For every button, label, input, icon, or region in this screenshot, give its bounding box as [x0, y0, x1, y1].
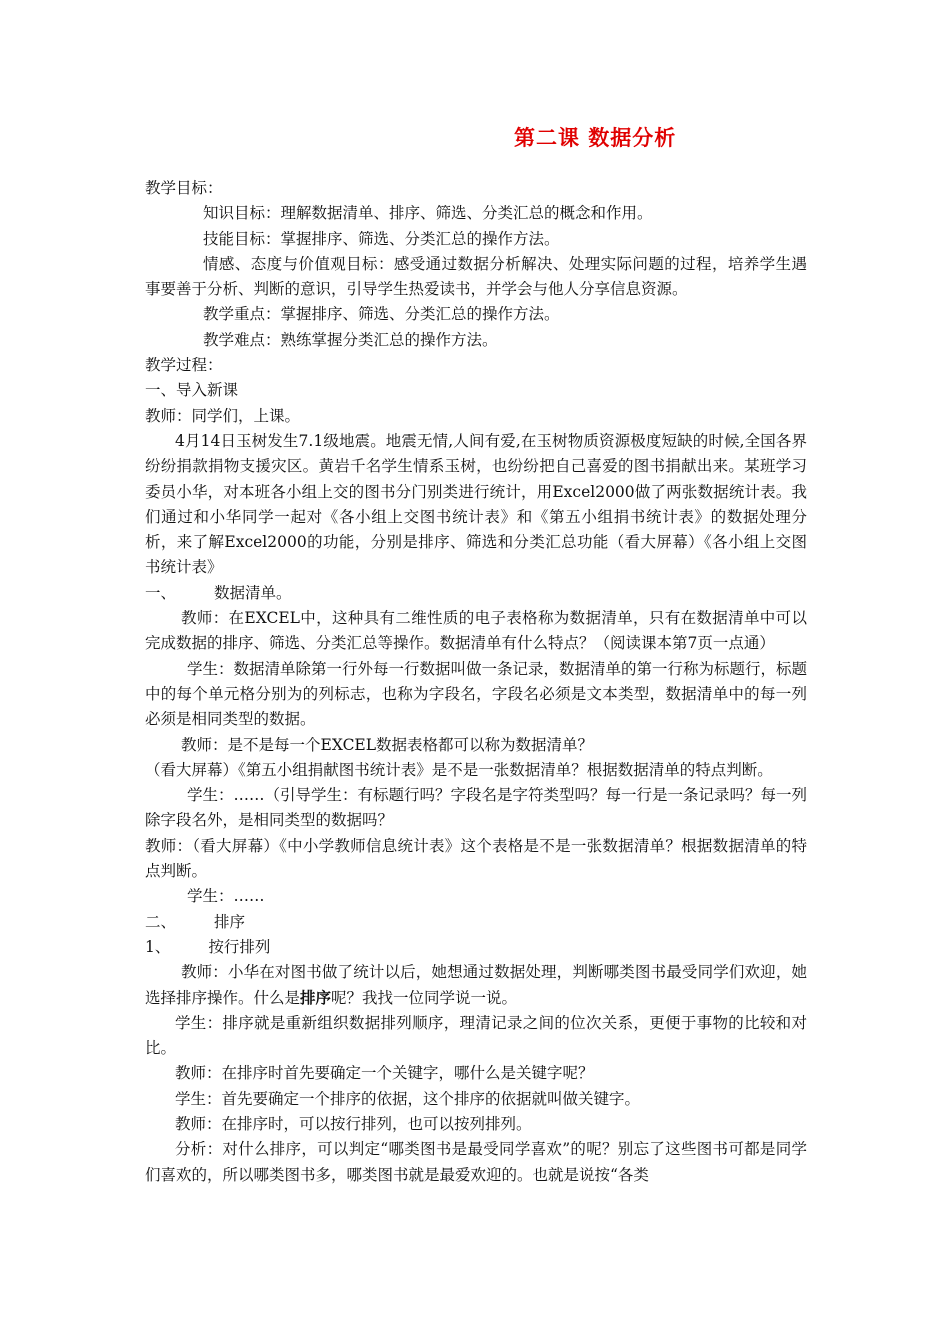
goal-key-point: 教学重点：掌握排序、筛选、分类汇总的操作方法。: [203, 305, 560, 324]
paragraph: 学生：数据清单除第一行外每一行数据叫做一条记录，数据清单的第一行称为标题行，标题中的每个单元格分别为的列标志，也称为字段名，字段名必须是文本类型，数据清单中的每一列必须是相同类型的数据。: [145, 659, 808, 729]
paragraph: 学生：……（引导学生：有标题行吗？字段名是字符类型吗？每一行是一条记录吗？每一列除字段名外，是相同类型的数据吗？: [145, 786, 808, 830]
goal-skill: 技能目标：掌握排序、筛选、分类汇总的操作方法。: [203, 229, 560, 248]
paragraph: 学生：首先要确定一个排序的依据，这个排序的依据就叫做关键字。: [175, 1089, 641, 1108]
goal-knowledge: 知识目标：理解数据清单、排序、筛选、分类汇总的概念和作用。: [203, 204, 653, 223]
paragraph: 教师：是不是每一个EXCEL数据表格都可以称为数据清单？: [181, 735, 594, 754]
goal-emotion: 情感、态度与价值观目标：感受通过数据分析解决、处理实际问题的过程，培养学生遇事要善于分析、判断的意识，引导学生热爱读书，并学会与他人分享信息资源。: [145, 254, 807, 299]
section-text: 排序: [214, 912, 246, 931]
process-heading: 教学过程：: [145, 356, 223, 375]
section-heading: [145, 910, 807, 935]
subsection-heading: [145, 935, 807, 960]
paragraph: 教师：同学们，上课。: [145, 406, 301, 425]
paragraph: 学生：排序就是重新组织数据排列顺序，理清记录之间的位次关系，更便于事物的比较和对比。: [145, 1013, 807, 1058]
paragraph: 教师：小华在对图书做了统计以后，她想通过数据处理，判断哪类图书最受同学们欢迎，她选择排序操作。什么是排序呢？我找一位同学说一说。: [145, 963, 807, 1007]
paragraph: 分析：对什么排序，可以判定“哪类图书是最受同学喜欢”的呢？别忘了这些图书可都是同学们喜欢的，所以哪类图书多，哪类图书就是最爱欢迎的。也就是说按“各类: [145, 1140, 807, 1184]
paragraph: （看大屏幕）《第五小组捐献图书统计表》是不是一张数据清单？根据数据清单的特点判断。: [145, 760, 773, 779]
goals-heading: 教学目标：: [145, 179, 223, 197]
goal-difficulty: 教学难点：熟练掌握分类汇总的操作方法。: [203, 330, 498, 349]
section-text: 数据清单。: [214, 583, 292, 602]
paragraph: 教师：（看大屏幕）《中小学教师信息统计表》这个表格是不是一张数据清单？根据数据清单的特点判断。: [145, 836, 807, 881]
paragraph: 学生：……: [187, 887, 265, 906]
document-title: 第二课 数据分析: [514, 126, 677, 150]
section-number: 一、: [145, 583, 177, 602]
paragraph: 教师：在排序时，可以按行排列，也可以按列排列。: [175, 1114, 532, 1133]
paragraph: 教师：在排序时首先要确定一个关键字，哪什么是关键字呢？: [175, 1064, 594, 1083]
paragraph: 教师：在EXCEL中，这种具有二维性质的电子表格称为数据清单，只有在数据清单中可以完成数据的排序、筛选、分类汇总等操作。数据清单有什么特点？（阅读课本第7页一点通）: [145, 609, 807, 653]
section-intro: 一、导入新课: [145, 381, 239, 400]
document-body: [145, 176, 807, 1188]
bold-term: 排序: [300, 988, 332, 1007]
section-heading: [145, 581, 807, 606]
subsection-text: 按行排列: [208, 937, 271, 956]
subsection-number: 1、: [145, 937, 171, 956]
paragraph: 4月14日玉树发生7.1级地震。地震无情,人间有爱,在玉树物质资源极度短缺的时候,全国各界纷纷捐款捐物支援灾区。黄岩千名学生情系玉树，也纷纷把自己喜爱的图书捐献出来。某班学习委员小华，对本班各小组上交的图书分门别类进行统计，用Excel2000做了两张数据统计表。我们通过和小华同学一起对《各小组上交图书统计表》和《第五小组捐书统计表》的数据处理分析，来了解Excel2000的功能，分别是排序、筛选和分类汇总功能（看大屏幕）《各小组上交图书统计表》: [145, 431, 807, 577]
section-number: 二、: [145, 912, 177, 931]
